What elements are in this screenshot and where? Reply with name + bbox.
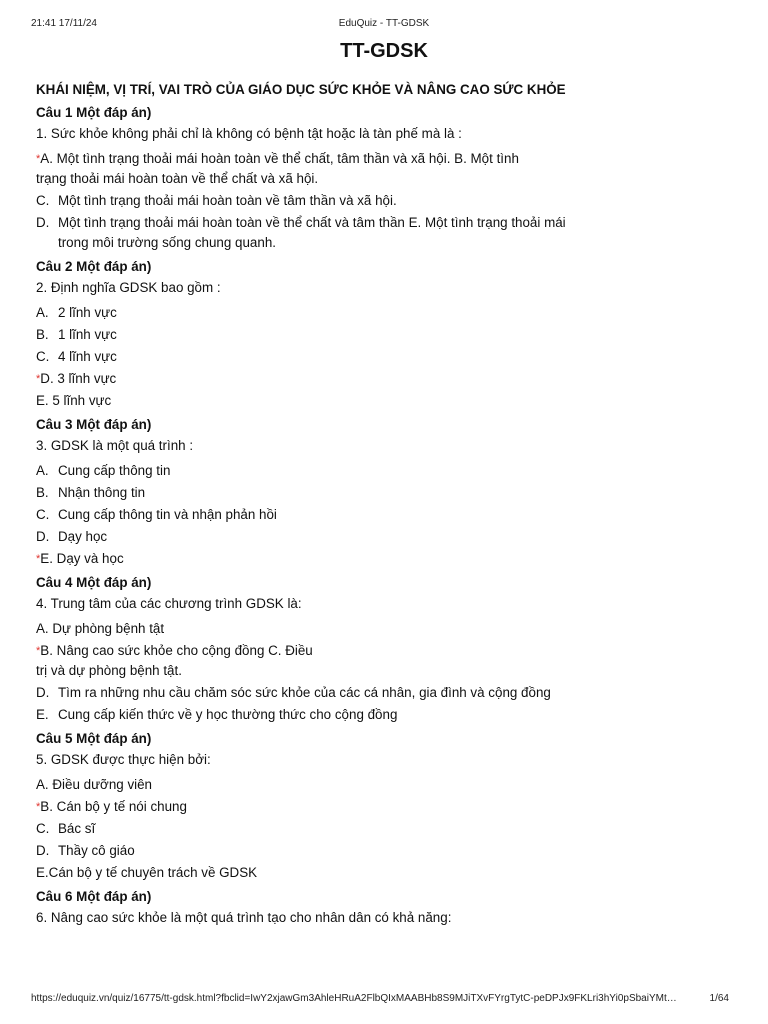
option-label: D. xyxy=(36,843,50,858)
correct-answer-marker: * xyxy=(36,553,41,565)
option-text: E. 5 lĩnh vực xyxy=(36,393,112,408)
option-label: E. xyxy=(36,707,49,722)
footer-url[interactable]: https://eduquiz.vn/quiz/16775/tt-gdsk.html?fbclid=IwY2xjawGm3AhleHRuA2FlbQIxMAABHb8S9MJiTXvFYrgTytC-peDPJx9FKLri3hYi0pSbaiYMt… xyxy=(31,993,677,1004)
answer-option[interactable] xyxy=(36,683,716,703)
option-text: B. Cán bộ y tế nói chung xyxy=(40,799,187,814)
option-text: trong môi trường sống chung quanh. xyxy=(58,235,276,250)
option-text: Cung cấp thông tin xyxy=(58,463,171,478)
answer-option[interactable] xyxy=(36,705,716,725)
option-text: A. Dự phòng bệnh tật xyxy=(36,621,165,636)
option-text: Thầy cô giáo xyxy=(58,843,135,858)
print-page-title: EduQuiz - TT-GDSK xyxy=(338,18,430,29)
option-text: Cung cấp thông tin và nhận phản hồi xyxy=(58,507,277,522)
option-label: D. xyxy=(36,215,50,230)
option-text: Dạy học xyxy=(58,529,108,544)
correct-answer-marker: * xyxy=(36,153,41,165)
option-text: E.Cán bộ y tế chuyên trách về GDSK xyxy=(36,865,258,880)
question-title: Câu 5 Một đáp án) xyxy=(36,731,152,746)
answer-option[interactable] xyxy=(36,797,716,817)
answer-option[interactable] xyxy=(36,149,716,189)
answer-option[interactable] xyxy=(36,619,716,639)
answer-option[interactable] xyxy=(36,483,716,503)
question-list xyxy=(36,103,716,929)
answer-option[interactable] xyxy=(36,213,716,253)
option-text: A. Một tình trạng thoải mái hoàn toàn về thể chất, tâm thần và xã hội. B. Một tình xyxy=(40,151,519,166)
option-label: C. xyxy=(36,193,50,208)
option-label: C. xyxy=(36,507,50,522)
answer-option[interactable] xyxy=(36,391,716,411)
option-text: Bác sĩ xyxy=(58,821,96,836)
answer-option[interactable] xyxy=(36,303,716,323)
answer-option[interactable] xyxy=(36,347,716,367)
question-block xyxy=(36,573,716,725)
question-text: 3. GDSK là một quá trình : xyxy=(36,438,194,453)
option-text: E. Dạy và học xyxy=(40,551,124,566)
footer-page-number: 1/64 xyxy=(709,993,729,1004)
option-text: trị và dự phòng bệnh tật. xyxy=(36,663,182,678)
question-title: Câu 1 Một đáp án) xyxy=(36,105,152,120)
option-text: B. Nâng cao sức khỏe cho cộng đồng C. Điều xyxy=(40,643,313,658)
option-label: D. xyxy=(36,685,50,700)
question-block xyxy=(36,887,716,929)
option-text: D. 3 lĩnh vực xyxy=(40,371,117,386)
question-text: 2. Định nghĩa GDSK bao gồm : xyxy=(36,280,221,295)
question-text: 5. GDSK được thực hiện bởi: xyxy=(36,752,211,767)
option-text: Một tình trạng thoải mái hoàn toàn về tâm thần và xã hội. xyxy=(58,193,397,208)
correct-answer-marker: * xyxy=(36,373,41,385)
option-label: A. xyxy=(36,463,49,478)
question-text: 6. Nâng cao sức khỏe là một quá trình tạo cho nhân dân có khả năng: xyxy=(36,910,452,925)
answer-option[interactable] xyxy=(36,819,716,839)
option-label: D. xyxy=(36,529,50,544)
question-block xyxy=(36,415,716,569)
correct-answer-marker: * xyxy=(36,645,41,657)
option-text: 2 lĩnh vực xyxy=(58,305,117,320)
option-text: trạng thoải mái hoàn toàn về thể chất và xã hội. xyxy=(36,171,319,186)
quiz-content xyxy=(36,82,716,933)
section-title: KHÁI NIỆM, VỊ TRÍ, VAI TRÒ CỦA GIÁO DỤC SỨC KHỎE VÀ NÂNG CAO SỨC KHỎE xyxy=(36,82,566,97)
question-block xyxy=(36,729,716,883)
answer-option[interactable] xyxy=(36,641,716,681)
question-block xyxy=(36,257,716,411)
question-block xyxy=(36,103,716,253)
option-text: 4 lĩnh vực xyxy=(58,349,117,364)
answer-option[interactable] xyxy=(36,863,716,883)
option-text: Cung cấp kiến thức về y học thường thức cho cộng đồng xyxy=(58,707,398,722)
option-label: C. xyxy=(36,349,50,364)
answer-option[interactable] xyxy=(36,549,716,569)
option-label: B. xyxy=(36,485,49,500)
answer-option[interactable] xyxy=(36,841,716,861)
question-title: Câu 6 Một đáp án) xyxy=(36,889,152,904)
question-title: Câu 4 Một đáp án) xyxy=(36,575,152,590)
answer-option[interactable] xyxy=(36,461,716,481)
option-label: B. xyxy=(36,327,49,342)
option-label: A. xyxy=(36,305,49,320)
print-datetime: 21:41 17/11/24 xyxy=(31,18,97,29)
answer-option[interactable] xyxy=(36,369,716,389)
question-text: 1. Sức khỏe không phải chỉ là không có bệnh tật hoặc là tàn phế mà là : xyxy=(36,126,462,141)
question-text: 4. Trung tâm của các chương trình GDSK là: xyxy=(36,596,302,611)
answer-option[interactable] xyxy=(36,527,716,547)
question-title: Câu 2 Một đáp án) xyxy=(36,259,152,274)
option-text: 1 lĩnh vực xyxy=(58,327,117,342)
option-text: Nhận thông tin xyxy=(58,485,146,500)
answer-option[interactable] xyxy=(36,325,716,345)
option-text: Một tình trạng thoải mái hoàn toàn về thể chất và tâm thần E. Một tình trạng thoải mái xyxy=(58,215,566,230)
option-label: C. xyxy=(36,821,50,836)
document-title: TT-GDSK xyxy=(340,40,428,62)
answer-option[interactable] xyxy=(36,775,716,795)
correct-answer-marker: * xyxy=(36,801,41,813)
answer-option[interactable] xyxy=(36,191,716,211)
question-title: Câu 3 Một đáp án) xyxy=(36,417,152,432)
option-text: Tìm ra những nhu cầu chăm sóc sức khỏe của các cá nhân, gia đình và cộng đồng xyxy=(58,685,551,700)
option-text: A. Điều dưỡng viên xyxy=(36,777,153,792)
answer-option[interactable] xyxy=(36,505,716,525)
